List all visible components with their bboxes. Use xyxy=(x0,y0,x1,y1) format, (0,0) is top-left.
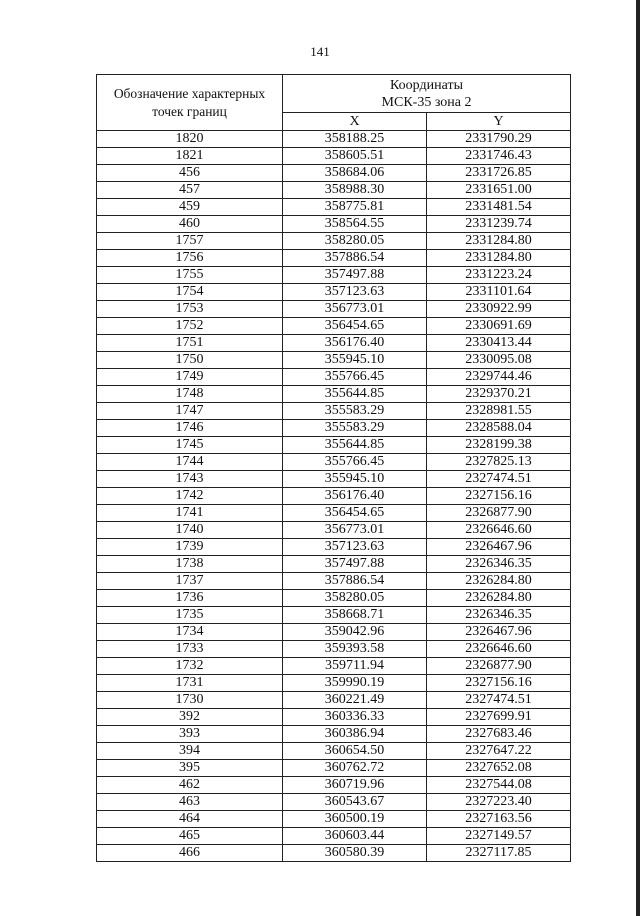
y-coordinate-cell: 2328588.04 xyxy=(427,420,571,437)
y-coordinate-cell: 2327699.91 xyxy=(427,709,571,726)
point-id-cell: 1744 xyxy=(97,454,283,471)
point-id-cell: 1747 xyxy=(97,403,283,420)
table-row xyxy=(97,250,571,267)
y-coordinate-cell: 2331746.43 xyxy=(427,148,571,165)
table-row xyxy=(97,675,571,692)
x-coordinate-cell: 358188.25 xyxy=(283,131,427,148)
table-row xyxy=(97,743,571,760)
point-id-cell: 1739 xyxy=(97,539,283,556)
x-coordinate-cell: 357886.54 xyxy=(283,250,427,267)
y-coordinate-cell: 2327117.85 xyxy=(427,845,571,862)
y-coordinate-cell: 2326877.90 xyxy=(427,505,571,522)
y-coordinate-cell: 2331239.74 xyxy=(427,216,571,233)
table-row xyxy=(97,454,571,471)
point-id-cell: 1736 xyxy=(97,590,283,607)
point-id-cell: 1735 xyxy=(97,607,283,624)
point-id-cell: 1741 xyxy=(97,505,283,522)
table-row xyxy=(97,131,571,148)
point-id-cell: 463 xyxy=(97,794,283,811)
x-coordinate-cell: 357123.63 xyxy=(283,539,427,556)
y-coordinate-cell: 2327825.13 xyxy=(427,454,571,471)
point-id-cell: 460 xyxy=(97,216,283,233)
coordinates-table xyxy=(96,74,571,862)
table-row xyxy=(97,182,571,199)
x-coordinate-cell: 358775.81 xyxy=(283,199,427,216)
point-id-cell: 1753 xyxy=(97,301,283,318)
point-id-cell: 1745 xyxy=(97,437,283,454)
x-coordinate-cell: 357497.88 xyxy=(283,267,427,284)
x-coordinate-cell: 359042.96 xyxy=(283,624,427,641)
table-row xyxy=(97,641,571,658)
y-coordinate-cell: 2327652.08 xyxy=(427,760,571,777)
coordinates-header xyxy=(283,75,571,113)
x-coordinate-cell: 356176.40 xyxy=(283,488,427,505)
y-coordinate-cell: 2327149.57 xyxy=(427,828,571,845)
y-coordinate-cell: 2330095.08 xyxy=(427,352,571,369)
y-coordinate-cell: 2326467.96 xyxy=(427,539,571,556)
y-coordinate-cell: 2330413.44 xyxy=(427,335,571,352)
x-coordinate-cell: 360719.96 xyxy=(283,777,427,794)
point-id-cell: 1743 xyxy=(97,471,283,488)
y-coordinate-cell: 2330691.69 xyxy=(427,318,571,335)
point-id-cell: 1734 xyxy=(97,624,283,641)
table-row xyxy=(97,760,571,777)
y-coordinate-cell: 2326467.96 xyxy=(427,624,571,641)
x-coordinate-cell: 358988.30 xyxy=(283,182,427,199)
y-coordinate-cell: 2327544.08 xyxy=(427,777,571,794)
table-row xyxy=(97,522,571,539)
y-coordinate-cell: 2327156.16 xyxy=(427,488,571,505)
y-column-header: Y xyxy=(427,113,571,131)
point-id-cell: 1751 xyxy=(97,335,283,352)
y-coordinate-cell: 2328199.38 xyxy=(427,437,571,454)
table-row xyxy=(97,403,571,420)
table-row xyxy=(97,658,571,675)
point-id-cell: 1754 xyxy=(97,284,283,301)
table-row xyxy=(97,709,571,726)
y-coordinate-cell: 2327474.51 xyxy=(427,692,571,709)
x-coordinate-cell: 358684.06 xyxy=(283,165,427,182)
point-id-cell: 456 xyxy=(97,165,283,182)
coordinates-title: Координаты xyxy=(390,77,463,93)
y-coordinate-cell: 2327647.22 xyxy=(427,743,571,760)
point-id-cell: 466 xyxy=(97,845,283,862)
point-id-cell: 395 xyxy=(97,760,283,777)
x-coordinate-cell: 355583.29 xyxy=(283,403,427,420)
x-coordinate-cell: 360336.33 xyxy=(283,709,427,726)
x-coordinate-cell: 360580.39 xyxy=(283,845,427,862)
point-id-cell: 1752 xyxy=(97,318,283,335)
point-id-cell: 394 xyxy=(97,743,283,760)
table-row xyxy=(97,352,571,369)
table-row xyxy=(97,726,571,743)
y-coordinate-cell: 2326646.60 xyxy=(427,522,571,539)
point-id-cell: 1757 xyxy=(97,233,283,250)
point-id-cell: 1730 xyxy=(97,692,283,709)
point-id-cell: 1737 xyxy=(97,573,283,590)
table-row xyxy=(97,505,571,522)
scan-edge xyxy=(636,0,640,916)
point-id-cell: 465 xyxy=(97,828,283,845)
point-id-cell: 1821 xyxy=(97,148,283,165)
table-row xyxy=(97,573,571,590)
table-row xyxy=(97,488,571,505)
y-coordinate-cell: 2331651.00 xyxy=(427,182,571,199)
point-id-cell: 1746 xyxy=(97,420,283,437)
table-row xyxy=(97,233,571,250)
x-coordinate-cell: 357886.54 xyxy=(283,573,427,590)
point-id-cell: 1755 xyxy=(97,267,283,284)
table-row xyxy=(97,556,571,573)
y-coordinate-cell: 2327223.40 xyxy=(427,794,571,811)
x-coordinate-cell: 355583.29 xyxy=(283,420,427,437)
table-row xyxy=(97,794,571,811)
table-row xyxy=(97,539,571,556)
table-row xyxy=(97,369,571,386)
point-id-cell: 1738 xyxy=(97,556,283,573)
x-coordinate-cell: 356454.65 xyxy=(283,505,427,522)
y-coordinate-cell: 2331481.54 xyxy=(427,199,571,216)
point-id-cell: 457 xyxy=(97,182,283,199)
point-id-cell: 1749 xyxy=(97,369,283,386)
x-coordinate-cell: 356176.40 xyxy=(283,335,427,352)
y-coordinate-cell: 2329744.46 xyxy=(427,369,571,386)
point-id-cell: 1820 xyxy=(97,131,283,148)
table-row xyxy=(97,284,571,301)
y-coordinate-cell: 2326284.80 xyxy=(427,573,571,590)
table-row xyxy=(97,199,571,216)
point-id-cell: 464 xyxy=(97,811,283,828)
point-id-cell: 1748 xyxy=(97,386,283,403)
point-id-cell: 1750 xyxy=(97,352,283,369)
x-column-header: X xyxy=(283,113,427,131)
x-coordinate-cell: 360654.50 xyxy=(283,743,427,760)
point-id-cell: 1740 xyxy=(97,522,283,539)
table-row xyxy=(97,386,571,403)
y-coordinate-cell: 2331284.80 xyxy=(427,250,571,267)
table-row xyxy=(97,607,571,624)
table-row xyxy=(97,420,571,437)
table-row xyxy=(97,318,571,335)
y-coordinate-cell: 2327474.51 xyxy=(427,471,571,488)
x-coordinate-cell: 360543.67 xyxy=(283,794,427,811)
y-coordinate-cell: 2326346.35 xyxy=(427,607,571,624)
x-coordinate-cell: 358280.05 xyxy=(283,233,427,250)
table-row xyxy=(97,624,571,641)
point-id-cell: 1731 xyxy=(97,675,283,692)
point-label-header: Обозначение характерных точек границ xyxy=(97,75,283,131)
x-coordinate-cell: 360762.72 xyxy=(283,760,427,777)
coordinate-system-label: МСК-35 зона 2 xyxy=(381,94,472,110)
y-coordinate-cell: 2327156.16 xyxy=(427,675,571,692)
point-id-cell: 392 xyxy=(97,709,283,726)
table-row xyxy=(97,692,571,709)
x-coordinate-cell: 355766.45 xyxy=(283,369,427,386)
x-coordinate-cell: 360500.19 xyxy=(283,811,427,828)
x-coordinate-cell: 356773.01 xyxy=(283,301,427,318)
point-id-cell: 462 xyxy=(97,777,283,794)
y-coordinate-cell: 2331101.64 xyxy=(427,284,571,301)
x-coordinate-cell: 355644.85 xyxy=(283,437,427,454)
y-coordinate-cell: 2328981.55 xyxy=(427,403,571,420)
table-row xyxy=(97,216,571,233)
x-coordinate-cell: 357123.63 xyxy=(283,284,427,301)
y-coordinate-cell: 2331284.80 xyxy=(427,233,571,250)
x-coordinate-cell: 360221.49 xyxy=(283,692,427,709)
point-id-cell: 1732 xyxy=(97,658,283,675)
y-coordinate-cell: 2331223.24 xyxy=(427,267,571,284)
table-row xyxy=(97,267,571,284)
y-coordinate-cell: 2329370.21 xyxy=(427,386,571,403)
table-row xyxy=(97,165,571,182)
y-coordinate-cell: 2326646.60 xyxy=(427,641,571,658)
x-coordinate-cell: 360603.44 xyxy=(283,828,427,845)
point-id-cell: 1733 xyxy=(97,641,283,658)
y-coordinate-cell: 2326284.80 xyxy=(427,590,571,607)
x-coordinate-cell: 360386.94 xyxy=(283,726,427,743)
table-row xyxy=(97,148,571,165)
table-row xyxy=(97,845,571,862)
table-row xyxy=(97,301,571,318)
table-body xyxy=(97,131,571,862)
x-coordinate-cell: 358605.51 xyxy=(283,148,427,165)
x-coordinate-cell: 359990.19 xyxy=(283,675,427,692)
y-coordinate-cell: 2327683.46 xyxy=(427,726,571,743)
x-coordinate-cell: 356454.65 xyxy=(283,318,427,335)
table-row xyxy=(97,811,571,828)
y-coordinate-cell: 2330922.99 xyxy=(427,301,571,318)
point-id-cell: 1756 xyxy=(97,250,283,267)
point-id-cell: 393 xyxy=(97,726,283,743)
y-coordinate-cell: 2331726.85 xyxy=(427,165,571,182)
x-coordinate-cell: 359393.58 xyxy=(283,641,427,658)
x-coordinate-cell: 358280.05 xyxy=(283,590,427,607)
table-row xyxy=(97,777,571,794)
x-coordinate-cell: 355644.85 xyxy=(283,386,427,403)
table-row xyxy=(97,828,571,845)
table-row xyxy=(97,590,571,607)
x-coordinate-cell: 358564.55 xyxy=(283,216,427,233)
point-id-cell: 459 xyxy=(97,199,283,216)
y-coordinate-cell: 2327163.56 xyxy=(427,811,571,828)
x-coordinate-cell: 358668.71 xyxy=(283,607,427,624)
table-row xyxy=(97,437,571,454)
y-coordinate-cell: 2326877.90 xyxy=(427,658,571,675)
table-row xyxy=(97,471,571,488)
y-coordinate-cell: 2326346.35 xyxy=(427,556,571,573)
table-row xyxy=(97,335,571,352)
point-id-cell: 1742 xyxy=(97,488,283,505)
y-coordinate-cell: 2331790.29 xyxy=(427,131,571,148)
x-coordinate-cell: 359711.94 xyxy=(283,658,427,675)
page-number: 141 xyxy=(310,44,330,59)
x-coordinate-cell: 356773.01 xyxy=(283,522,427,539)
x-coordinate-cell: 355766.45 xyxy=(283,454,427,471)
x-coordinate-cell: 357497.88 xyxy=(283,556,427,573)
x-coordinate-cell: 355945.10 xyxy=(283,471,427,488)
x-coordinate-cell: 355945.10 xyxy=(283,352,427,369)
